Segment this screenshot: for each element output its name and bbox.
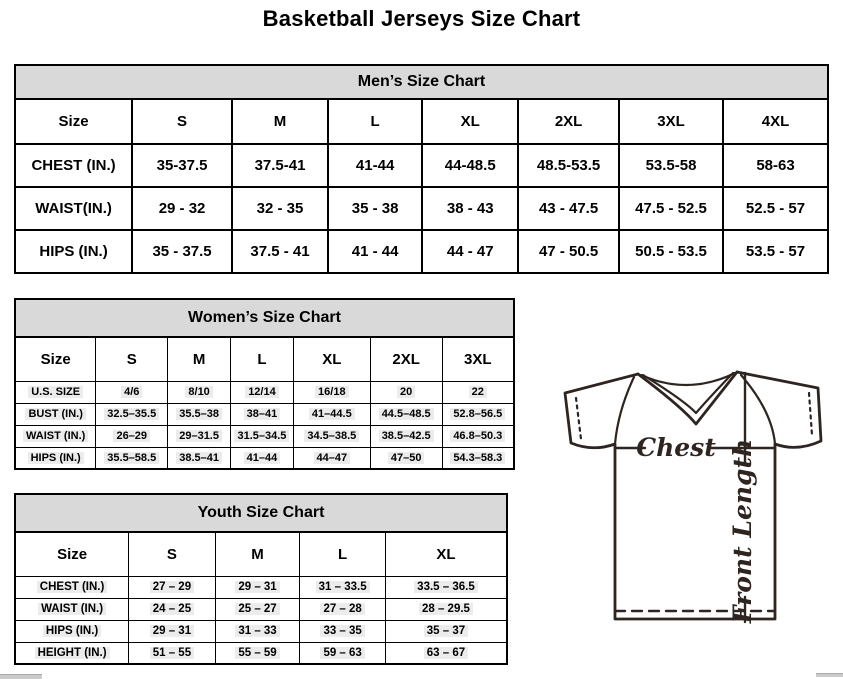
- cell-text: 54.3–58.3: [450, 452, 505, 464]
- cell-text: 33 – 35: [320, 625, 364, 637]
- value-cell: [300, 642, 386, 664]
- cell-text: 12/14: [245, 386, 279, 398]
- table-row: [15, 381, 514, 403]
- value-cell: 47.5 - 52.5: [619, 187, 723, 230]
- size-label-header: Size: [15, 99, 132, 144]
- value-cell: [300, 620, 386, 642]
- cell-text: 28 – 29.5: [419, 603, 473, 615]
- value-cell: 32 - 35: [232, 187, 328, 230]
- row-label: [15, 381, 96, 403]
- womens-chart-title: Women’s Size Chart: [14, 298, 515, 336]
- value-cell: 53.5-58: [619, 144, 723, 187]
- value-cell: [370, 381, 442, 403]
- size-column-header: 2XL: [518, 99, 619, 144]
- cell-text: 8/10: [185, 386, 212, 398]
- cell-text: 27 – 29: [150, 581, 194, 593]
- value-cell: [129, 642, 216, 664]
- cell-text: CHEST (IN.): [37, 581, 108, 593]
- cell-text: 22: [469, 386, 487, 398]
- size-column-header: M: [215, 532, 300, 576]
- value-cell: [293, 381, 370, 403]
- left-sleeve-seam: [615, 377, 634, 444]
- table-row: [15, 230, 828, 273]
- value-cell: [129, 598, 216, 620]
- header-row: [15, 99, 828, 144]
- value-cell: [96, 425, 168, 447]
- value-cell: [168, 381, 231, 403]
- value-cell: 50.5 - 53.5: [619, 230, 723, 273]
- cell-text: 44–47: [314, 452, 351, 464]
- page-title: Basketball Jerseys Size Chart: [262, 6, 581, 31]
- womens-size-table: [14, 336, 515, 470]
- size-column-header: M: [168, 337, 231, 381]
- value-cell: [293, 403, 370, 425]
- cell-text: 16/18: [315, 386, 349, 398]
- value-cell: [96, 447, 168, 469]
- value-cell: [231, 403, 294, 425]
- size-column-header: L: [231, 337, 294, 381]
- row-label: [15, 576, 129, 598]
- value-cell: 41-44: [328, 144, 422, 187]
- value-cell: [442, 403, 514, 425]
- cell-text: 24 – 25: [150, 603, 194, 615]
- cell-text: 55 – 59: [235, 647, 279, 659]
- value-cell: 58-63: [723, 144, 828, 187]
- value-cell: [300, 576, 386, 598]
- cell-text: 29 – 31: [235, 581, 279, 593]
- value-cell: [129, 620, 216, 642]
- size-column-header: 3XL: [442, 337, 514, 381]
- table-row: [15, 642, 507, 664]
- front-length-label: Front Length: [728, 438, 757, 624]
- size-column-header: S: [96, 337, 168, 381]
- cell-text: 33.5 – 36.5: [414, 581, 478, 593]
- mens-size-chart-section: [14, 64, 829, 274]
- value-cell: [215, 576, 300, 598]
- cell-text: 35.5–38: [176, 408, 222, 420]
- table-row: [15, 403, 514, 425]
- cell-text: 20: [397, 386, 415, 398]
- cell-text: HIPS (IN.): [43, 625, 101, 637]
- cell-text: 29 – 31: [150, 625, 194, 637]
- value-cell: [231, 425, 294, 447]
- value-cell: [300, 598, 386, 620]
- cell-text: 44.5–48.5: [379, 408, 434, 420]
- cell-text: 31 – 33: [235, 625, 279, 637]
- value-cell: [370, 425, 442, 447]
- value-cell: [385, 576, 507, 598]
- left-cuff-dashes: [576, 398, 581, 439]
- row-label: [15, 598, 129, 620]
- value-cell: 41 - 44: [328, 230, 422, 273]
- value-cell: [168, 425, 231, 447]
- cell-text: HIPS (IN.): [28, 452, 84, 464]
- cell-text: 38.5–41: [176, 452, 222, 464]
- cell-text: 31.5–34.5: [234, 430, 289, 442]
- value-cell: [231, 447, 294, 469]
- value-cell: 38 - 43: [422, 187, 518, 230]
- cell-text: 34.5–38.5: [304, 430, 359, 442]
- value-cell: [215, 620, 300, 642]
- value-cell: [168, 403, 231, 425]
- scrollbar-left-fragment[interactable]: [0, 674, 42, 679]
- value-cell: 52.5 - 57: [723, 187, 828, 230]
- value-cell: 48.5-53.5: [518, 144, 619, 187]
- header-row: [15, 337, 514, 381]
- cell-text: 4/6: [121, 386, 142, 398]
- size-label-header: Size: [15, 532, 129, 576]
- value-cell: 44 - 47: [422, 230, 518, 273]
- size-column-header: 4XL: [723, 99, 828, 144]
- row-label: [15, 447, 96, 469]
- size-column-header: M: [232, 99, 328, 144]
- value-cell: [385, 620, 507, 642]
- size-column-header: S: [132, 99, 232, 144]
- jersey-measurement-diagram: [563, 369, 833, 627]
- cell-text: 32.5–35.5: [104, 408, 159, 420]
- value-cell: 53.5 - 57: [723, 230, 828, 273]
- mens-size-table: [14, 98, 829, 274]
- cell-text: 35 – 37: [424, 625, 468, 637]
- mens-chart-title: Men’s Size Chart: [14, 64, 829, 98]
- value-cell: [385, 598, 507, 620]
- value-cell: 29 - 32: [132, 187, 232, 230]
- cell-text: BUST (IN.): [25, 408, 85, 420]
- value-cell: [231, 381, 294, 403]
- value-cell: 35-37.5: [132, 144, 232, 187]
- cell-text: U.S. SIZE: [28, 386, 83, 398]
- cell-text: 35.5–58.5: [104, 452, 159, 464]
- value-cell: 35 - 37.5: [132, 230, 232, 273]
- youth-size-chart-section: [14, 493, 508, 665]
- youth-chart-title: Youth Size Chart: [14, 493, 508, 531]
- value-cell: [129, 576, 216, 598]
- value-cell: [215, 598, 300, 620]
- right-cuff-dashes: [809, 393, 812, 435]
- size-column-header: XL: [293, 337, 370, 381]
- value-cell: [96, 381, 168, 403]
- size-column-header: 3XL: [619, 99, 723, 144]
- cell-text: 27 – 28: [320, 603, 364, 615]
- value-cell: [215, 642, 300, 664]
- cell-text: 38.5–42.5: [379, 430, 434, 442]
- value-cell: 47 - 50.5: [518, 230, 619, 273]
- size-label-header: Size: [15, 337, 96, 381]
- cell-text: 38–41: [244, 408, 281, 420]
- value-cell: 44-48.5: [422, 144, 518, 187]
- row-label: WAIST(IN.): [15, 187, 132, 230]
- cell-text: 31 – 33.5: [316, 581, 370, 593]
- scrollbar-right-fragment[interactable]: [816, 673, 843, 677]
- value-cell: [293, 447, 370, 469]
- row-label: HIPS (IN.): [15, 230, 132, 273]
- size-column-header: XL: [385, 532, 507, 576]
- womens-size-chart-section: [14, 298, 515, 470]
- row-label: [15, 620, 129, 642]
- cell-text: 41–44: [244, 452, 281, 464]
- chest-label: Chest: [636, 433, 716, 462]
- row-label: [15, 425, 96, 447]
- size-column-header: 2XL: [370, 337, 442, 381]
- cell-text: 26–29: [113, 430, 150, 442]
- row-label: [15, 403, 96, 425]
- value-cell: 37.5-41: [232, 144, 328, 187]
- youth-size-table: [14, 531, 508, 665]
- cell-text: HEIGHT (IN.): [35, 647, 110, 659]
- cell-text: 41–44.5: [309, 408, 355, 420]
- value-cell: [370, 403, 442, 425]
- value-cell: 35 - 38: [328, 187, 422, 230]
- row-label: [15, 642, 129, 664]
- size-column-header: L: [328, 99, 422, 144]
- value-cell: [168, 447, 231, 469]
- size-column-header: XL: [422, 99, 518, 144]
- cell-text: 59 – 63: [320, 647, 364, 659]
- table-row: [15, 447, 514, 469]
- cell-text: 63 – 67: [424, 647, 468, 659]
- cell-text: 29–31.5: [176, 430, 222, 442]
- cell-text: 47–50: [388, 452, 425, 464]
- value-cell: 37.5 - 41: [232, 230, 328, 273]
- value-cell: [442, 447, 514, 469]
- cell-text: 52.8–56.5: [450, 408, 505, 420]
- cell-text: WAIST (IN.): [23, 430, 88, 442]
- table-row: [15, 598, 507, 620]
- cell-text: 25 – 27: [235, 603, 279, 615]
- size-column-header: S: [129, 532, 216, 576]
- table-row: [15, 425, 514, 447]
- table-row: [15, 576, 507, 598]
- header-row: [15, 532, 507, 576]
- table-row: [15, 144, 828, 187]
- value-cell: [370, 447, 442, 469]
- table-row: [15, 187, 828, 230]
- cell-text: 51 – 55: [150, 647, 194, 659]
- cell-text: 46.8–50.3: [450, 430, 505, 442]
- value-cell: [385, 642, 507, 664]
- table-row: [15, 620, 507, 642]
- value-cell: [96, 403, 168, 425]
- cell-text: WAIST (IN.): [38, 603, 106, 615]
- size-column-header: L: [300, 532, 386, 576]
- value-cell: [442, 381, 514, 403]
- row-label: CHEST (IN.): [15, 144, 132, 187]
- value-cell: [293, 425, 370, 447]
- value-cell: [442, 425, 514, 447]
- value-cell: 43 - 47.5: [518, 187, 619, 230]
